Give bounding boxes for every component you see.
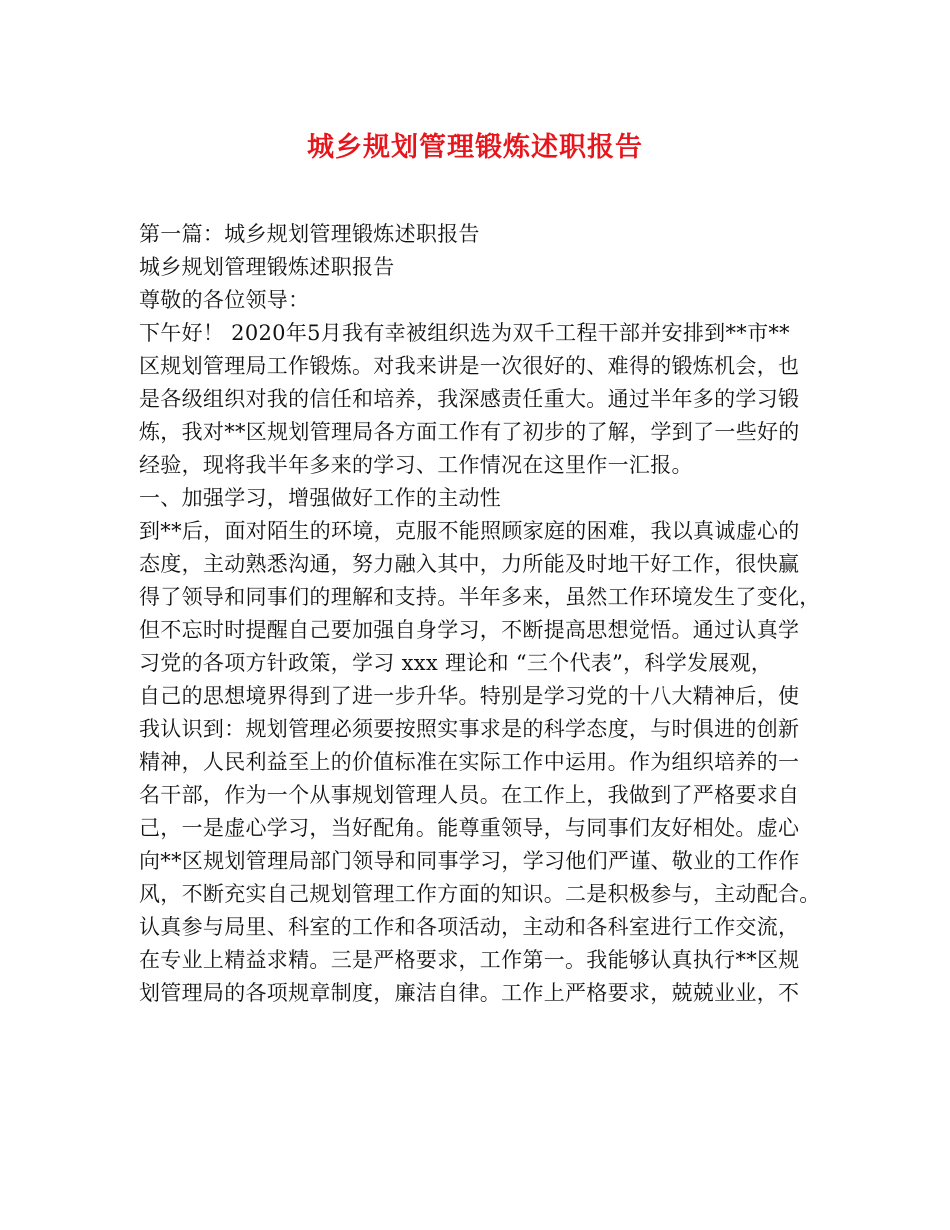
text-line: 向**区规划管理局部门领导和同事学习，学习他们严谨、敬业的工作作	[139, 849, 800, 873]
document-body	[139, 218, 829, 1010]
text-line: 第一篇：城乡规划管理锻炼述职报告	[139, 222, 480, 246]
text-line: 到**后，面对陌生的环境，克服不能照顾家庭的困难，我以真诚虚心的	[139, 519, 800, 543]
text-line: 下午好！ 2020年5月我有幸被组织选为双千工程干部并安排到**市**	[139, 321, 790, 345]
text-line: 名干部，作为一个从事规划管理人员。在工作上，我做到了严格要求自	[139, 783, 800, 807]
text-line: 但不忘时时提醒自己要加强自身学习，不断提高思想觉悟。通过认真学	[139, 618, 800, 642]
text-line: 在专业上精益求精。三是严格要求，工作第一。我能够认真执行**区规	[139, 948, 800, 972]
text-line: 尊敬的各位领导：	[139, 288, 310, 312]
text-line: 习党的各项方针政策，学习 xxx 理论和 “三个代表”，科学发展观，	[139, 651, 773, 675]
text-line: 我认识到：规划管理必须要按照实事求是的科学态度，与时俱进的创新	[139, 717, 800, 741]
text-line: 风，不断充实自己规划管理工作方面的知识。二是积极参与，主动配合。	[139, 882, 821, 906]
text-line: 态度，主动熟悉沟通，努力融入其中，力所能及时地干好工作，很快赢	[139, 552, 800, 576]
text-line: 城乡规划管理锻炼述职报告	[139, 255, 395, 279]
document-title: 城乡规划管理锻炼述职报告	[307, 132, 643, 163]
text-line: 己，一是虚心学习，当好配角。能尊重领导，与同事们友好相处。虚心	[139, 816, 800, 840]
text-line: 划管理局的各项规章制度，廉洁自律。工作上严格要求，兢兢业业，不	[139, 981, 800, 1005]
text-line: 自己的思想境界得到了进一步升华。特别是学习党的十八大精神后，使	[139, 684, 800, 708]
text-line: 认真参与局里、科室的工作和各项活动，主动和各科室进行工作交流，	[139, 915, 800, 939]
text-line: 得了领导和同事们的理解和支持。半年多来，虽然工作环境发生了变化，	[139, 585, 821, 609]
section-heading: 一、加强学习，增强做好工作的主动性	[139, 486, 502, 510]
text-line: 是各级组织对我的信任和培养，我深感责任重大。通过半年多的学习锻	[139, 387, 800, 411]
text-line: 区规划管理局工作锻炼。对我来讲是一次很好的、难得的锻炼机会，也	[139, 354, 800, 378]
text-line: 经验，现将我半年多来的学习、工作情况在这里作一汇报。	[139, 453, 693, 477]
text-line: 炼，我对**区规划管理局各方面工作有了初步的了解，学到了一些好的	[139, 420, 800, 444]
text-line: 精神，人民利益至上的价值标准在实际工作中运用。作为组织培养的一	[139, 750, 800, 774]
